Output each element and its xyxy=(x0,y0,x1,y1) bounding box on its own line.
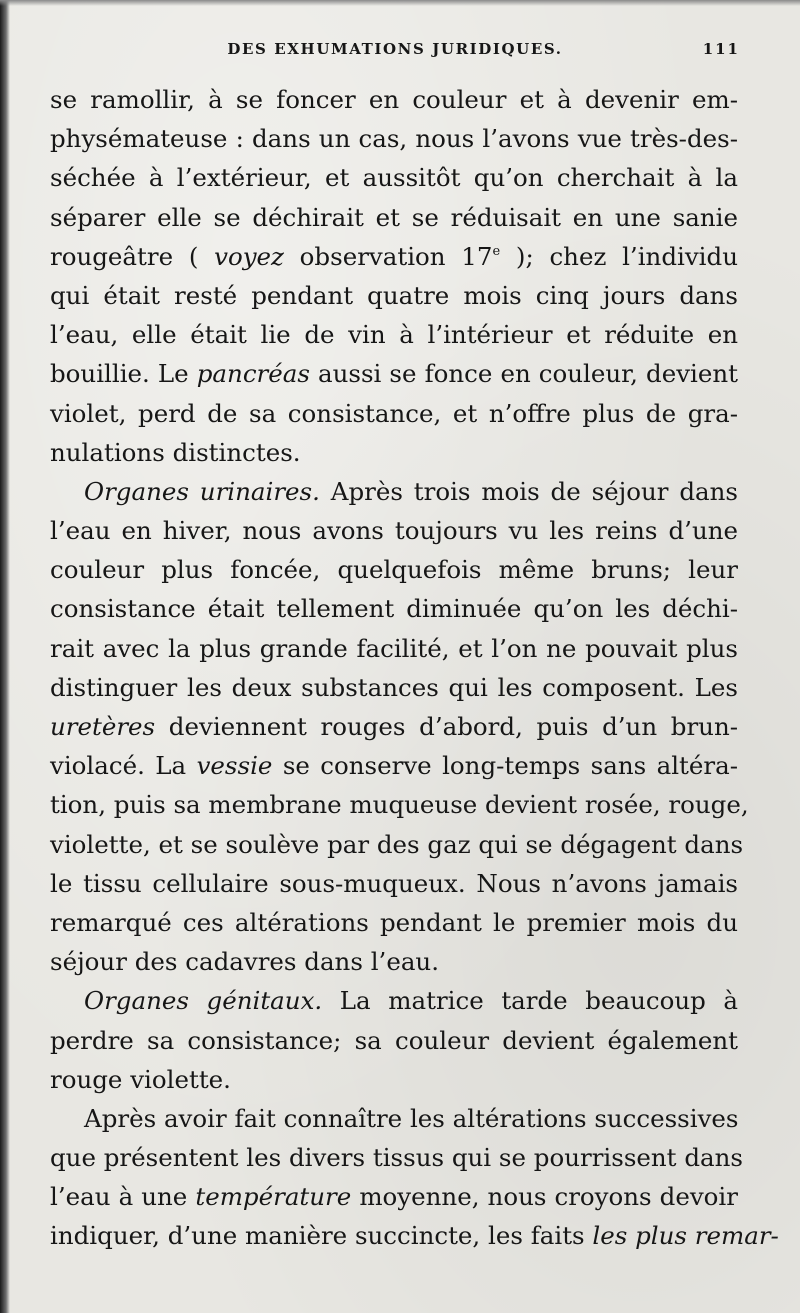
text-run: nulations distinctes. xyxy=(50,437,301,467)
text-line xyxy=(50,1177,738,1216)
text-run: ); chez l’individu xyxy=(500,241,738,271)
italic-text: Organes urinaires. xyxy=(84,476,320,506)
text-run: moyenne, nous croyons devoir xyxy=(351,1182,738,1212)
text-line xyxy=(50,315,738,354)
text-run: violette, et se soulève par des gaz qui se dégagent dans xyxy=(50,829,744,859)
text-line xyxy=(50,433,738,472)
text-run: qui était resté pendant quatre mois cinq jours dans xyxy=(50,280,738,310)
page-binding-shadow xyxy=(0,0,10,1313)
text-run: le tissu cellulaire sous-muqueux. Nous n’avons jamais xyxy=(50,868,738,898)
text-run: Après avoir fait connaître les altérations successives xyxy=(84,1103,739,1133)
text-line xyxy=(50,394,738,433)
superscript: e xyxy=(492,243,501,259)
text-line xyxy=(50,158,738,197)
text-run: indiquer, d’une manière succincte, les faits xyxy=(50,1221,593,1251)
text-run: rait avec la plus grande facilité, et l’on ne pouvait plus xyxy=(50,633,738,663)
text-run: que présentent les divers tissus qui se pourrissent dans xyxy=(50,1143,743,1173)
text-run: séjour des cadavres dans l’eau. xyxy=(50,947,439,977)
text-line xyxy=(50,511,738,550)
text-run: aussi se fonce en couleur, devient xyxy=(309,359,739,389)
text-run: se ramollir, à se foncer en couleur et à devenir em- xyxy=(50,85,738,114)
text-run: La matrice tarde beaucoup à xyxy=(322,986,738,1016)
text-run: violacé. La xyxy=(50,751,197,781)
text-run: deviennent rouges d’abord, puis d’un brun- xyxy=(155,712,738,741)
italic-text: pancréas xyxy=(196,359,310,389)
text-line xyxy=(50,80,738,119)
text-run: perdre sa consistance; sa couleur devient également xyxy=(50,1025,738,1055)
running-head: DES EXHUMATIONS JURIDIQUES. xyxy=(227,40,563,58)
text-run: observation 17 xyxy=(283,241,493,271)
text-run: violet, perd de sa consistance, et n’offre plus de gra- xyxy=(50,398,738,428)
text-line xyxy=(50,119,738,158)
text-line xyxy=(50,981,738,1020)
text-run: séchée à l’extérieur, et aussitôt qu’on cherchait à la xyxy=(50,163,738,193)
text-line xyxy=(50,276,738,315)
text-line xyxy=(50,1138,743,1177)
page-top-shadow xyxy=(0,0,800,6)
text-line xyxy=(50,864,738,903)
text-run: physémateuse : dans un cas, nous l’avons vue très-des- xyxy=(50,124,738,154)
text-line xyxy=(50,629,738,668)
italic-text: Organes génitaux. xyxy=(84,986,323,1016)
text-line xyxy=(50,1060,738,1099)
text-run: séparer elle se déchirait et se réduisait en une sanie xyxy=(50,202,738,232)
text-line xyxy=(50,746,738,785)
text-line xyxy=(50,589,738,628)
text-run: remarqué ces altérations pendant le premier mois du xyxy=(50,907,738,937)
body-text xyxy=(50,80,779,1256)
text-run: Après trois mois de séjour dans xyxy=(319,476,738,506)
text-line xyxy=(50,1216,779,1255)
text-line xyxy=(50,198,738,237)
text-run: l’eau à une xyxy=(50,1182,196,1212)
text-line xyxy=(50,1099,738,1138)
page-header xyxy=(50,38,740,68)
text-line xyxy=(50,550,738,589)
text-line xyxy=(50,668,738,707)
text-run: bouillie. Le xyxy=(50,359,197,389)
text-line xyxy=(50,785,749,824)
text-run: l’eau en hiver, nous avons toujours vu les reins d’une xyxy=(50,516,738,546)
italic-text: voyez xyxy=(214,241,284,271)
text-line xyxy=(50,825,744,864)
text-run: consistance était tellement diminuée qu’on les déchi- xyxy=(50,594,738,624)
text-line xyxy=(50,472,738,511)
text-run: se conserve long-temps sans altéra- xyxy=(272,751,738,781)
text-run: rouge violette. xyxy=(50,1064,231,1094)
italic-text: les plus remar- xyxy=(592,1221,779,1251)
text-run: rougeâtre ( xyxy=(50,241,215,271)
italic-text: vessie xyxy=(196,751,273,781)
italic-text: uretères xyxy=(50,712,156,741)
text-line xyxy=(50,903,738,942)
page-number: 111 xyxy=(702,40,740,58)
text-run: tion, puis sa membrane muqueuse devient rosée, rouge, xyxy=(50,790,749,820)
italic-text: température xyxy=(195,1182,352,1212)
text-run: distinguer les deux substances qui les composent. Les xyxy=(50,672,738,702)
text-line xyxy=(50,942,738,981)
text-line xyxy=(50,237,738,276)
text-run: l’eau, elle était lie de vin à l’intérieur et réduite en xyxy=(50,320,738,350)
text-run: couleur plus foncée, quelquefois même bruns; leur xyxy=(50,555,738,585)
text-line xyxy=(50,354,738,393)
text-line xyxy=(50,1021,738,1060)
text-line xyxy=(50,707,738,746)
